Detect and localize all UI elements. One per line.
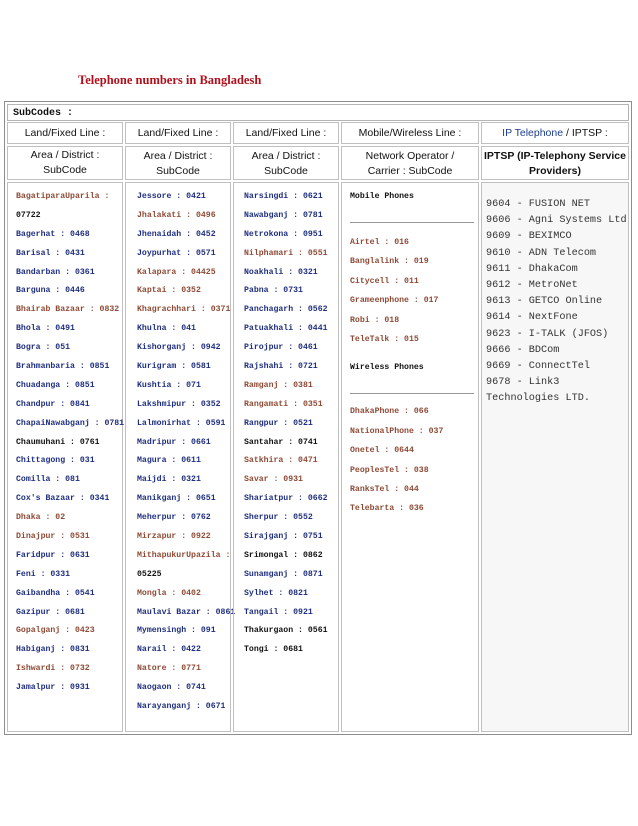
iptsp-item: 9610 - ADN Telecom — [486, 247, 597, 259]
list-item: Panchagarh : 0562 — [244, 305, 328, 315]
list-item: Jessore : 0421 — [137, 192, 206, 201]
header-mobile: Mobile/Wireless Line : — [341, 122, 479, 144]
list-item: 07722 — [16, 210, 41, 220]
list-item: Narail : 0422 — [137, 645, 201, 655]
list-item: Feni : 0331 — [16, 569, 71, 579]
iptsp-item: 9611 - DhakaCom — [486, 263, 578, 275]
list-item: Tongi : 0681 — [244, 645, 303, 655]
list-item: Bandarban : 0361 — [16, 267, 95, 277]
header-area-2: Area / District : SubCode — [125, 146, 231, 180]
list-item: Mongla : 0402 — [137, 588, 201, 598]
list-item: 05225 — [137, 569, 162, 579]
list-item: Gopalganj : 0423 — [16, 626, 95, 636]
list-item: Khulna : 041 — [137, 324, 196, 334]
list-item: ChapaiNawabganj : 0781 — [16, 418, 125, 428]
list-item: Madripur : 0661 — [137, 437, 211, 447]
list-item: Netrokona : 0951 — [244, 229, 323, 239]
list-item: Onetel : 0644 — [350, 446, 414, 456]
list-item: Faridpur : 0631 — [16, 550, 90, 560]
iptsp-item: 9614 - NextFone — [486, 312, 578, 324]
list-item: Kishorganj : 0942 — [137, 343, 221, 353]
list-item: Sunamganj : 0871 — [244, 569, 323, 579]
list-item: Maijdi : 0321 — [137, 475, 201, 485]
list-item: Jamalpur : 0931 — [16, 683, 90, 693]
list-item: Santahar : 0741 — [244, 437, 318, 447]
list-item: Jhalakati : 0496 — [137, 210, 216, 220]
list-item: Dhaka : 02 — [16, 513, 66, 523]
list-item: Cox's Bazaar : 0341 — [16, 494, 110, 504]
column-mobile — [341, 182, 479, 732]
list-item: MithapukurUpazila : — [137, 550, 231, 560]
list-item: DhakaPhone : 066 — [350, 407, 429, 417]
list-item: Grameenphone : 017 — [350, 296, 439, 306]
subcodes-label: SubCodes : — [7, 104, 629, 121]
list-item: Mymensingh : 091 — [137, 626, 216, 636]
list-item: Narsingdi : 0621 — [244, 192, 323, 201]
column-fixed-3 — [233, 182, 339, 732]
list-item: Habiganj : 0831 — [16, 645, 90, 655]
list-item: Rajshahi : 0721 — [244, 362, 318, 372]
header-fixed-1: Land/Fixed Line : — [7, 122, 123, 144]
list-item: Kalapara : 04425 — [137, 267, 216, 277]
list-item: PeoplesTel : 038 — [350, 465, 429, 475]
header-area-1: Area / District : SubCode — [7, 146, 123, 180]
list-item: Sirajganj : 0751 — [244, 532, 323, 542]
list-item: Manikganj : 0651 — [137, 494, 216, 504]
list-item: Chittagong : 031 — [16, 456, 95, 466]
list-item: Comilla : 081 — [16, 475, 80, 485]
list-item: Gaibandha : 0541 — [16, 588, 95, 598]
ip-telephone-link[interactable]: IP Telephone — [502, 127, 564, 139]
list-item: Banglalink : 019 — [350, 257, 429, 267]
list-item: Sherpur : 0552 — [244, 513, 313, 523]
list-item: Joypurhat : 0571 — [137, 248, 216, 258]
list-item: Naogaon : 0741 — [137, 683, 206, 693]
column-fixed-1 — [7, 182, 123, 732]
list-item: Ramganj : 0381 — [244, 380, 313, 390]
list-item: RanksTel : 044 — [350, 484, 419, 494]
header-fixed-3: Land/Fixed Line : — [233, 122, 339, 144]
list-item: Nawabganj : 0781 — [244, 210, 323, 220]
column-iptsp — [481, 182, 629, 732]
iptsp-item: 9669 - ConnectTel — [486, 361, 590, 373]
list-item: Pirojpur : 0461 — [244, 343, 318, 353]
header-ip: IP Telephone / IPTSP : — [481, 122, 629, 144]
list-item: Magura : 0611 — [137, 456, 201, 466]
iptsp-item: 9606 - Agni Systems Ltd — [486, 215, 627, 227]
list-item: Barisal : 0431 — [16, 248, 85, 258]
mobile-list — [350, 223, 478, 349]
list-item: Bhola : 0491 — [16, 324, 75, 334]
list-item: Nilphamari : 0551 — [244, 248, 328, 258]
list-item: Airtel : 016 — [350, 238, 409, 247]
list-item: Pabna : 0731 — [244, 286, 303, 296]
list-item: Satkhira : 0471 — [244, 456, 318, 466]
list-item: Tangail : 0921 — [244, 607, 313, 617]
iptsp-item: 9623 - I-TALK (JFOS) — [486, 328, 609, 340]
header-fixed-2: Land/Fixed Line : — [125, 122, 231, 144]
list-item: Kushtia : 071 — [137, 380, 201, 390]
list-item: Lalmonirhat : 0591 — [137, 418, 226, 428]
list-item: Telebarta : 036 — [350, 504, 424, 514]
list-item: Kurigram : 0581 — [137, 362, 211, 372]
list-item: Bogra : 051 — [16, 343, 71, 353]
list-item: Narayanganj : 0671 — [137, 702, 226, 712]
list-item: Patuakhali : 0441 — [244, 324, 328, 334]
iptsp-item: 9678 - Link3 — [486, 377, 560, 389]
list-item: Barguna : 0446 — [16, 286, 85, 296]
iptsp-item: 9612 - MetroNet — [486, 280, 578, 292]
page-title: Telephone numbers in Bangladesh — [78, 73, 262, 87]
list-item: Sylhet : 0821 — [244, 588, 308, 598]
list-item: Maulavi Bazar : 0861 — [137, 607, 236, 617]
header-area-3: Area / District : SubCode — [233, 146, 339, 180]
list-item: Natore : 0771 — [137, 664, 201, 674]
list-item: Thakurgaon : 0561 — [244, 626, 328, 636]
list-item: Chuadanga : 0851 — [16, 380, 95, 390]
list-item: Rangpur : 0521 — [244, 418, 313, 428]
list-item: Noakhali : 0321 — [244, 267, 318, 277]
iptsp-item: 9666 - BDCom — [486, 344, 560, 356]
wireless-heading: Wireless Phones — [350, 363, 424, 373]
list-item: Shariatpur : 0662 — [244, 494, 328, 504]
list-item: Kaptai : 0352 — [137, 286, 201, 296]
list-item: Bagerhat : 0468 — [16, 229, 90, 239]
list-item: Ishwardi : 0732 — [16, 664, 90, 674]
list-item: Srimongal : 0862 — [244, 550, 323, 560]
header-network: Network Operator / Carrier : SubCode — [341, 146, 479, 180]
iptsp-item: 9609 - BEXIMCO — [486, 231, 572, 243]
list-item: Lakshmipur : 0352 — [137, 399, 221, 409]
header-iptsp: IPTSP (IP-Telephony Service Providers) — [481, 146, 629, 180]
list-item: Gazipur : 0681 — [16, 607, 85, 617]
list-item: BagatiparaUparila : — [16, 192, 110, 201]
list-item: Robi : 018 — [350, 315, 400, 325]
list-item: Khagrachhari : 0371 — [137, 305, 231, 315]
iptsp-item: 9604 - FUSION NET — [486, 199, 590, 210]
list-item: Chandpur : 0841 — [16, 399, 90, 409]
list-item: TeleTalk : 015 — [350, 334, 419, 344]
list-item: Chaumuhani : 0761 — [16, 437, 100, 447]
mobile-heading: Mobile Phones — [350, 192, 414, 201]
list-item: Meherpur : 0762 — [137, 513, 211, 523]
list-item: Citycell : 011 — [350, 276, 419, 286]
iptsp-item: 9613 - GETCO Online — [486, 296, 603, 308]
list-item: Brahmanbaria : 0851 — [16, 362, 110, 372]
subcodes-table — [4, 101, 632, 735]
list-item: Mirzapur : 0922 — [137, 532, 211, 542]
list-item: Dinajpur : 0531 — [16, 532, 90, 542]
list-item: Savar : 0931 — [244, 475, 303, 485]
list-item: Jhenaidah : 0452 — [137, 229, 216, 239]
column-fixed-2 — [125, 182, 236, 732]
list-item: Bhairab Bazaar : 0832 — [16, 305, 120, 315]
wireless-list — [350, 394, 478, 518]
list-item: Rangamati : 0351 — [244, 399, 323, 409]
list-item: NationalPhone : 037 — [350, 426, 444, 436]
iptsp-item: Technologies LTD. — [486, 393, 590, 405]
